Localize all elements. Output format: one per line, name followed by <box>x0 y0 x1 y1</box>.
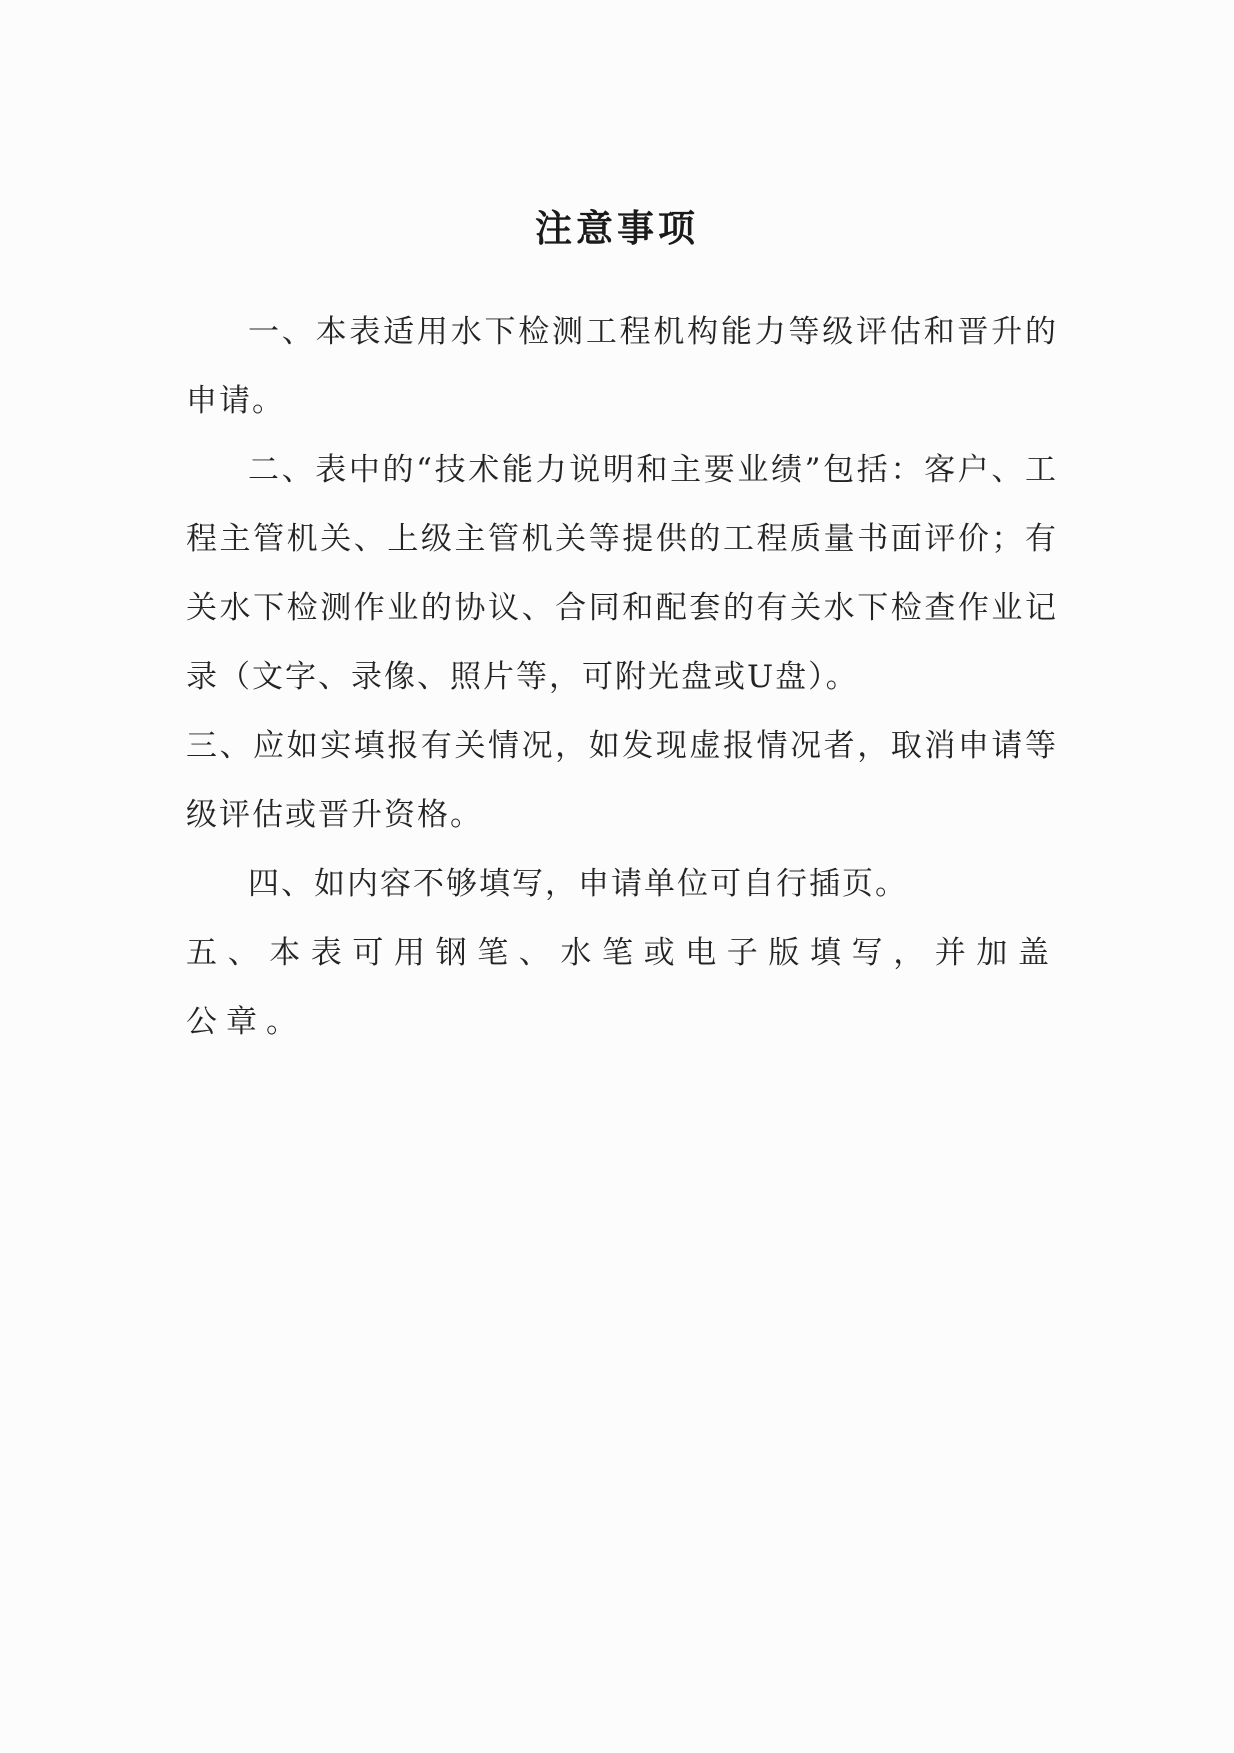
page-title: 注意事项 <box>535 206 699 250</box>
note-item-5: 五、本表可用钢笔、水笔或电子版填写，并加盖公章。 <box>186 935 1058 1040</box>
note-item-4: 四、如内容不够填写，申请单位可自行插页。 <box>248 866 908 902</box>
note-item-1: 一、本表适用水下检测工程机构能力等级评估和晋升的申请。 <box>186 314 1058 419</box>
notes-list <box>186 298 1058 1057</box>
note-item-3: 三、应如实填报有关情况，如发现虚报情况者，取消申请等级评估或晋升资格。 <box>186 728 1058 833</box>
note-item-2: 二、表中的“技术能力说明和主要业绩”包括：客户、工程主管机关、上级主管机关等提供的工程质量书面评价；有关水下检测作业的协议、合同和配套的有关水下检查作业记录（文字、录像、照片等，可附光盘或U盘）。 <box>186 452 1058 695</box>
